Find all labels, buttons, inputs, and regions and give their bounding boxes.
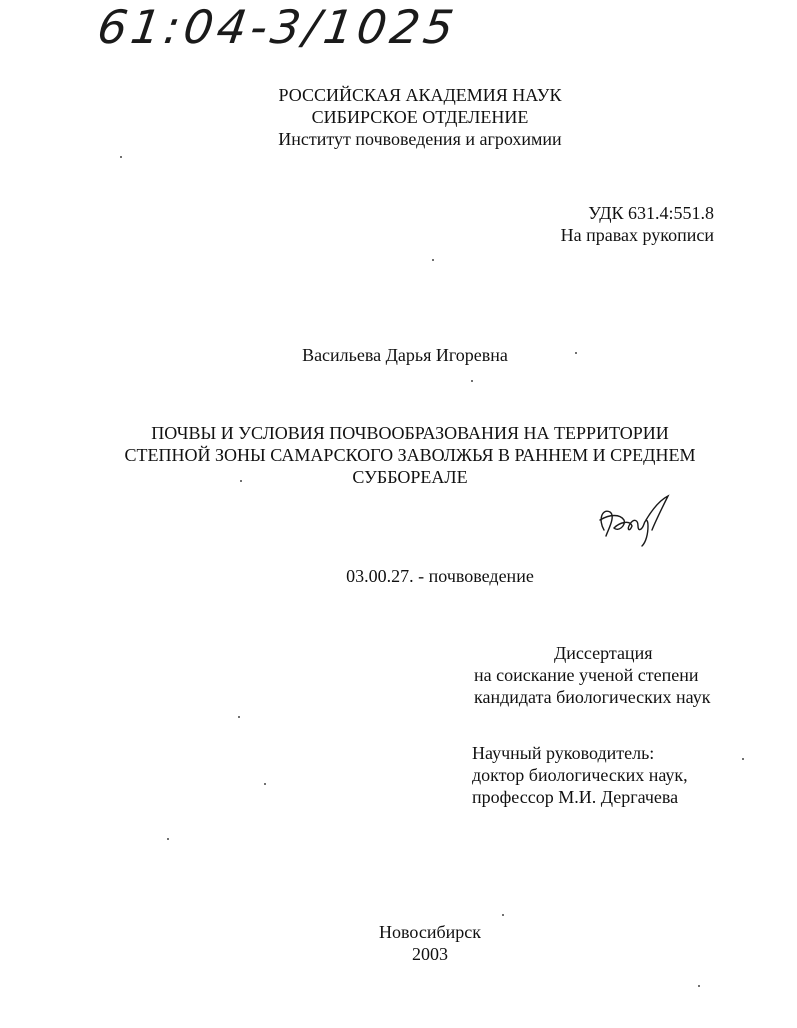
dissertation-label: Диссертация bbox=[554, 643, 653, 663]
degree-field: кандидата биологических наук bbox=[474, 687, 711, 707]
branch-name: СИБИРСКОЕ ОТДЕЛЕНИЕ bbox=[311, 107, 529, 127]
title-line-3: СУББОРЕАЛЕ bbox=[352, 467, 468, 487]
degree-block bbox=[474, 642, 711, 708]
author-signature bbox=[590, 490, 680, 550]
title-line-2: СТЕПНОЙ ЗОНЫ САМАРСКОГО ЗАВОЛЖЬЯ В РАННЕМ И СРЕДНЕМ bbox=[124, 445, 696, 465]
degree-line: на соискание ученой степени bbox=[474, 665, 699, 685]
scan-speck bbox=[120, 156, 122, 158]
scan-speck bbox=[432, 259, 434, 261]
archive-code-handwritten: 61:04-3/1025 bbox=[94, 0, 461, 54]
scan-speck bbox=[240, 480, 242, 482]
supervisor-label: Научный руководитель: bbox=[472, 743, 655, 763]
manuscript-rights: На правах рукописи bbox=[560, 225, 714, 245]
scan-speck bbox=[502, 914, 504, 916]
scan-speck bbox=[698, 985, 700, 987]
title-line-1: ПОЧВЫ И УСЛОВИЯ ПОЧВООБРАЗОВАНИЯ НА ТЕРРИТОРИИ bbox=[151, 423, 669, 443]
scan-speck bbox=[471, 380, 473, 382]
publication-city: Новосибирск bbox=[379, 922, 481, 942]
scan-speck bbox=[264, 783, 266, 785]
publication-year: 2003 bbox=[412, 944, 448, 964]
scan-speck bbox=[742, 758, 744, 760]
academy-name: РОССИЙСКАЯ АКАДЕМИЯ НАУК bbox=[278, 85, 562, 105]
author-name: Васильева Дарья Игоревна bbox=[302, 345, 508, 365]
scan-speck bbox=[575, 352, 577, 354]
organization-header bbox=[190, 84, 650, 150]
udk-code: УДК 631.4:551.8 bbox=[588, 203, 714, 223]
supervisor-block bbox=[472, 742, 688, 808]
scan-speck bbox=[238, 716, 240, 718]
supervisor-degree: доктор биологических наук, bbox=[472, 765, 688, 785]
specialty-code: 03.00.27. - почвоведение bbox=[346, 566, 534, 586]
publication-footer bbox=[300, 921, 560, 965]
supervisor-name: профессор М.И. Дергачева bbox=[472, 787, 679, 807]
classification-block bbox=[540, 202, 714, 246]
scan-speck bbox=[167, 838, 169, 840]
thesis-title bbox=[90, 422, 730, 488]
institute-name: Институт почвоведения и агрохимии bbox=[278, 129, 562, 149]
